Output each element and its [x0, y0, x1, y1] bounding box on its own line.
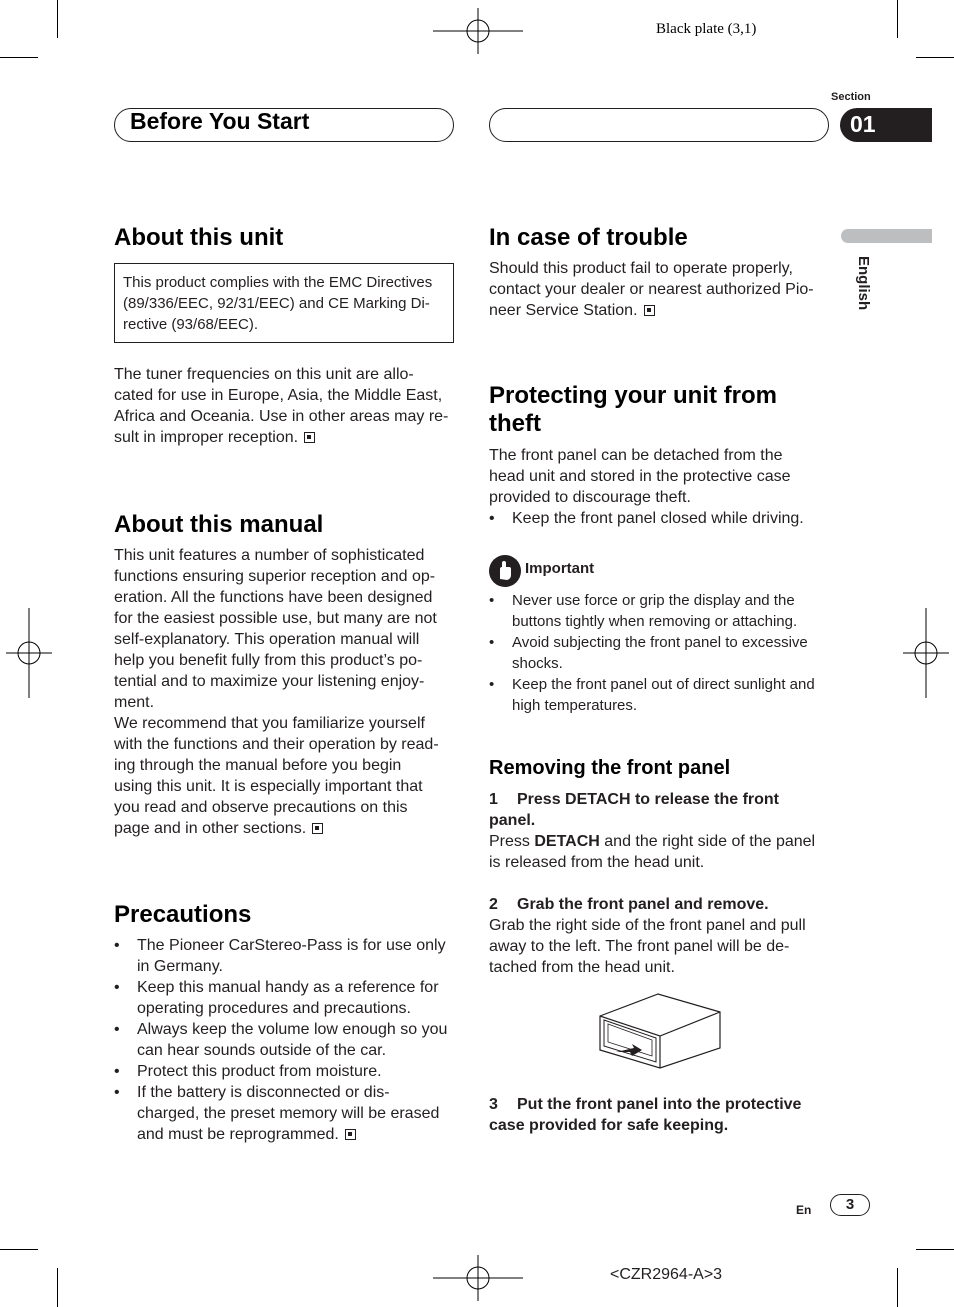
crop-mark: [57, 0, 58, 38]
text-line: The tuner frequencies on this unit are allo-: [114, 366, 414, 383]
end-of-section-icon: [312, 823, 323, 834]
text-line: sult in improper reception.: [114, 427, 448, 448]
precautions-list: [114, 935, 447, 1145]
registration-mark-icon: [6, 608, 52, 698]
language-tab-bar: [841, 229, 932, 243]
text-line: Should this product fail to operate properly,: [489, 260, 793, 277]
text-line: head unit and stored in the protective case: [489, 468, 791, 485]
section-number: 01: [850, 111, 876, 137]
list-item: • Keep this manual handy as a reference for operating procedures and precautions.: [114, 979, 439, 1017]
registration-mark-icon: [433, 8, 523, 54]
theft-bullet-list: [489, 508, 804, 529]
crop-mark: [897, 0, 898, 38]
text-line: contact your dealer or nearest authorized Pio-: [489, 281, 814, 298]
page-number: 3: [830, 1194, 870, 1216]
notice-line: This product complies with the EMC Directives: [123, 274, 433, 291]
about-manual-text: [114, 545, 439, 839]
crop-mark: [916, 57, 954, 58]
text-line: page and in other sections.: [114, 818, 439, 839]
list-item: • Keep the front panel out of direct sunlight and high temperatures.: [489, 676, 815, 714]
header-blank-pill: [489, 108, 829, 142]
text-line: away to the left. The front panel will be de-: [489, 938, 790, 955]
list-item: • Avoid subjecting the front panel to excessive shocks.: [489, 634, 808, 672]
registration-mark-icon: [433, 1255, 523, 1301]
text-line: you read and observe precautions on this: [114, 799, 408, 816]
text-line: using this unit. It is especially important that: [114, 778, 423, 795]
theft-text: [489, 445, 791, 508]
list-item: • Always keep the volume low enough so you can hear sounds outside of the car.: [114, 1021, 448, 1059]
page-title: Before You Start: [130, 108, 310, 134]
language-tab-label: English: [855, 256, 872, 311]
document-code: <CZR2964-A>3: [610, 1266, 723, 1283]
text-line: eration. All the functions have been designed: [114, 589, 433, 606]
heading-about-manual: About this manual: [114, 511, 324, 538]
crop-mark: [0, 57, 38, 58]
list-item: • If the battery is disconnected or dis- charged, the preset memory will be erased and must be reprogrammed.: [114, 1084, 440, 1143]
step-3-title: 3 Put the front panel into the protective case provided for safe keeping.: [489, 1096, 802, 1134]
about-unit-text: [114, 364, 448, 448]
important-label: Important: [525, 560, 595, 577]
list-item: • Never use force or grip the display and the buttons tightly when removing or attaching.: [489, 592, 798, 630]
step-2-title: 2 Grab the front panel and remove.: [489, 896, 769, 913]
step-1-text: Press DETACH and the right side of the panel is released from the head unit.: [489, 833, 816, 871]
text-line: self-explanatory. This operation manual will: [114, 631, 420, 648]
text-line: ing through the manual before you begin: [114, 757, 402, 774]
list-item: • The Pioneer CarStereo-Pass is for use only in Germany.: [114, 937, 446, 975]
end-of-section-icon: [304, 432, 315, 443]
text-line: Africa and Oceania. Use in other areas may re-: [114, 408, 449, 425]
page-language: En: [796, 1203, 812, 1217]
step-2-text: [489, 915, 806, 978]
text-line: functions ensuring superior reception and op-: [114, 568, 436, 585]
text-line: This unit features a number of sophisticated: [114, 547, 425, 564]
text-line: provided to discourage theft.: [489, 489, 691, 506]
trouble-text: [489, 258, 814, 321]
text-line: cated for use in Europe, Asia, the Middle East,: [114, 387, 443, 404]
important-list: [489, 590, 815, 716]
notice-line: (89/336/EEC, 92/31/EEC) and CE Marking Di-: [123, 295, 430, 312]
heading-theft: Protecting your unit from theft: [489, 382, 777, 437]
text-line: for the easiest possible use, but many are not: [114, 610, 437, 627]
head-unit-illustration-icon: [596, 990, 722, 1070]
crop-mark: [57, 1268, 58, 1307]
text-line: The front panel can be detached from the: [489, 447, 783, 464]
text-line: tached from the head unit.: [489, 959, 675, 976]
emc-notice-box: [114, 263, 454, 343]
heading-trouble: In case of trouble: [489, 224, 688, 251]
text-line: with the functions and their operation by read-: [114, 736, 439, 753]
crop-mark: [897, 1268, 898, 1307]
list-item: • Protect this product from moisture.: [114, 1063, 382, 1080]
crop-mark: [916, 1249, 954, 1250]
list-item: • Keep the front panel closed while driving.: [489, 510, 804, 527]
registration-mark-icon: [903, 608, 949, 698]
text-line: ment.: [114, 694, 155, 711]
notice-line: rective (93/68/EEC).: [123, 316, 259, 333]
text-line: Grab the right side of the front panel and pull: [489, 917, 806, 934]
step-1-title: 1 Press DETACH to release the front panel.: [489, 791, 779, 829]
text-line: We recommend that you familiarize yourself: [114, 715, 425, 732]
text-line: neer Service Station.: [489, 300, 814, 321]
plate-label: Black plate (3,1): [656, 21, 757, 37]
end-of-section-icon: [644, 305, 655, 316]
end-of-section-icon: [345, 1129, 356, 1140]
crop-mark: [0, 1249, 38, 1250]
important-hand-icon: [489, 555, 521, 587]
text-line: tential and to maximize your listening enjoy-: [114, 673, 425, 690]
heading-removing: Removing the front panel: [489, 757, 731, 779]
section-label: Section: [831, 91, 871, 103]
text-line: help you benefit fully from this product’s po-: [114, 652, 423, 669]
heading-precautions: Precautions: [114, 901, 252, 928]
heading-about-unit: About this unit: [114, 224, 284, 251]
